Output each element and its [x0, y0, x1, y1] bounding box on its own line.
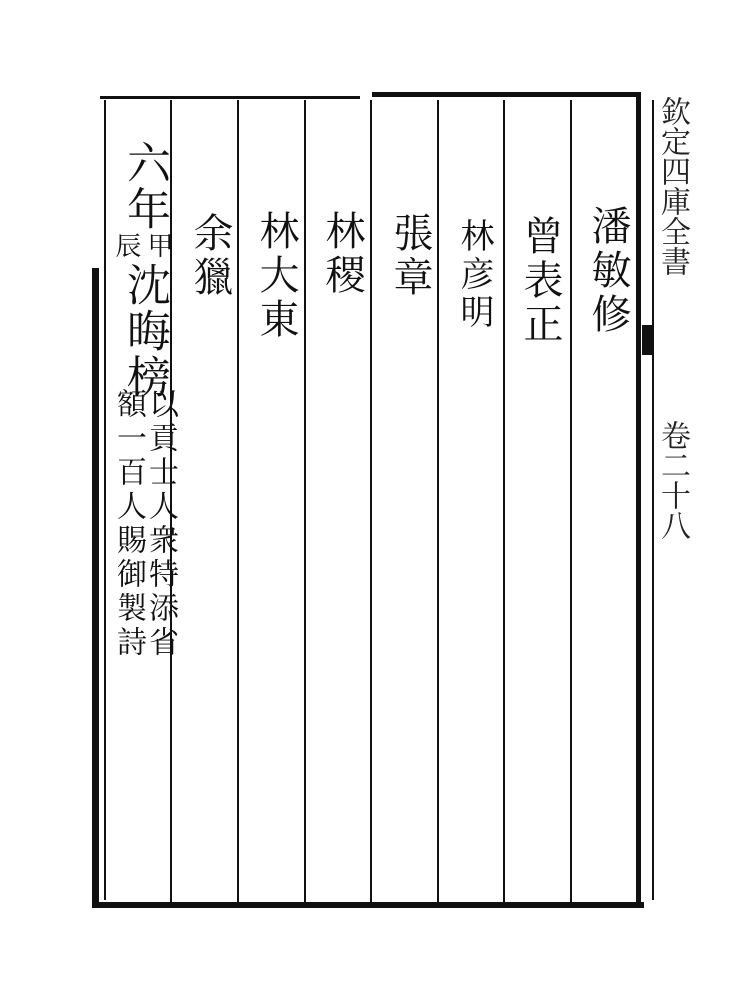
name-zhang-zhang: 張章: [387, 212, 433, 300]
name-lin-ji: 林稷: [319, 210, 365, 298]
top-border-left: [100, 96, 360, 99]
exam-note-right: 以貢士人衆特添省: [143, 388, 178, 660]
fore-edge-text-top: 欽定四庫全書: [655, 96, 690, 276]
top-border-right: [372, 92, 640, 97]
name-lin-dadong: 林大東: [253, 210, 299, 342]
column-rule-6: [503, 100, 505, 902]
ganzhi-bottom: 辰: [111, 232, 141, 260]
left-outer-border: [92, 268, 99, 908]
name-yu-lie: 余獵: [187, 212, 233, 300]
name-zeng-biaozheng: 曾表正: [517, 215, 563, 347]
bottom-border: [96, 902, 644, 908]
fore-edge-marker: [642, 325, 652, 355]
ganzhi-top: 甲: [143, 232, 173, 260]
year-heading: 六年: [119, 140, 170, 232]
name-pan-minxiu: 潘敏修: [585, 205, 631, 337]
column-rule-7: [570, 100, 572, 902]
exam-note-left: 額一百人賜御製詩: [111, 388, 146, 660]
name-lin-yanming: 林彦明: [454, 218, 494, 332]
exam-list-name: 沈晦榜: [119, 262, 170, 400]
fore-edge-text-bottom: 卷二十八: [655, 420, 690, 540]
